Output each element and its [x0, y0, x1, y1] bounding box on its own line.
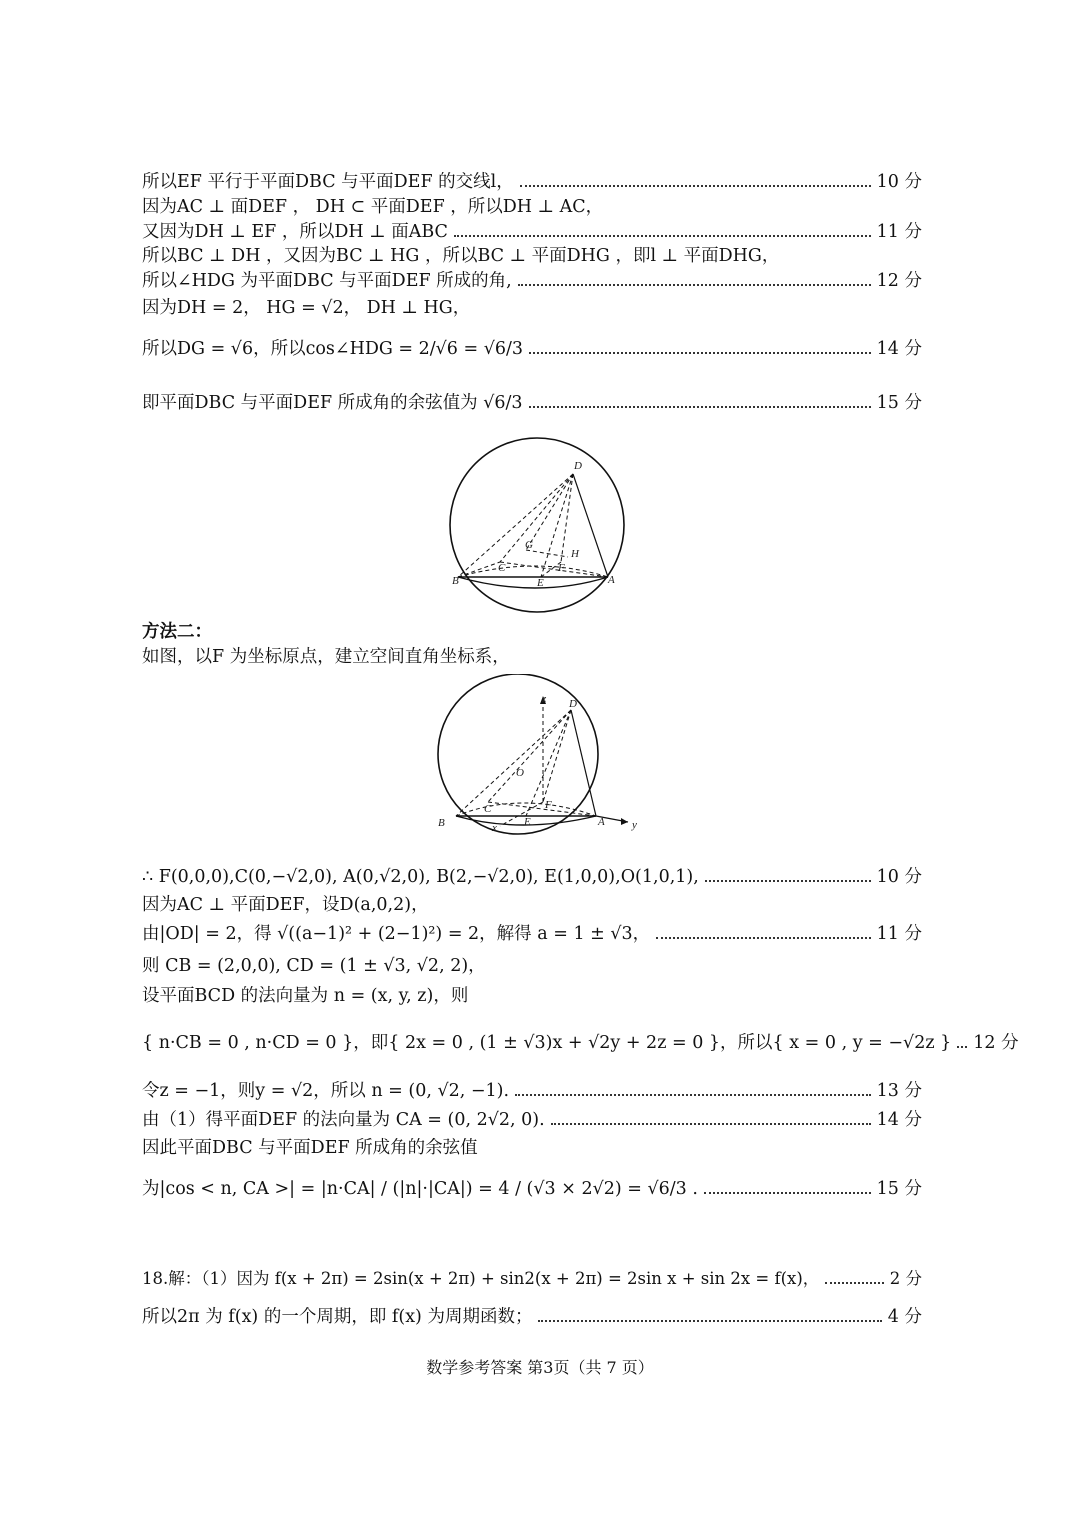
label-G: G	[525, 539, 533, 551]
line-20: 为|cos < n, CA >| = |n·CA| / (|n|·|CA|) = 4 / (√3 × 2√2) = √6/3 . 15 分	[142, 1179, 922, 1199]
line-4: 所以BC ⊥ DH ，又因为BC ⊥ HG ，所以BC ⊥ 平面DHG ，即l ⊥ 平面DHG，	[142, 246, 780, 266]
score: 12 分	[973, 1033, 1019, 1053]
label-A: A	[598, 816, 605, 828]
label-F: F	[545, 799, 552, 811]
segment-DB	[456, 710, 571, 816]
label-D: D	[569, 698, 577, 710]
score: 13 分	[876, 1081, 922, 1101]
label-z: z	[542, 693, 547, 705]
base-ellipse-front	[458, 577, 608, 588]
sphere-diagram-2	[430, 674, 645, 839]
segment-DC	[488, 710, 571, 802]
segment-DE	[541, 474, 573, 577]
base-ellipse-back	[458, 566, 608, 577]
segment-DB	[458, 474, 573, 577]
line-11: ∴ F(0,0,0),C(0,−√2,0), A(0,√2,0), B(2,−√2,0), E(1,0,0),O(1,0,1), 10 分	[142, 867, 922, 887]
score: 4 分	[887, 1307, 922, 1327]
line-3: 又因为DH ⊥ EF ，所以DH ⊥ 面ABC 11 分	[142, 222, 922, 242]
label-B: B	[438, 817, 445, 829]
segment-DG	[526, 474, 573, 550]
y-axis-arrow	[621, 818, 628, 825]
line-13: 由|OD| = 2，得 √((a−1)² + (2−1)²) = 2，解得 a = 1 ± √3， 11 分	[142, 924, 922, 944]
score: 11 分	[876, 924, 922, 944]
segment-DC	[500, 474, 573, 562]
label-E: E	[537, 577, 544, 589]
page-footer: 数学参考答案 第3页（共 7 页）	[426, 1358, 654, 1377]
score: 10 分	[876, 867, 922, 887]
line-8: 即平面DBC 与平面DEF 所成角的余弦值为 √6/3 15 分	[142, 393, 922, 413]
line-7: 所以DG = √6，所以cos∠HDG = 2/√6 = √6/3 14 分	[142, 339, 922, 359]
method-two-heading: 方法二：	[142, 622, 212, 642]
label-A: A	[608, 574, 615, 586]
label-x: x	[492, 822, 497, 834]
sphere-diagram-1	[448, 437, 628, 617]
line-17: 令z = −1，则y = √2，所以 n = (0, √2, −1). 13 分	[142, 1081, 922, 1101]
line-6: 因为DH = 2， HG = √2， DH ⊥ HG，	[142, 298, 471, 318]
segment-DA	[573, 474, 608, 577]
line-1: 所以EF 平行于平面DBC 与平面DEF 的交线l， 10 分	[142, 172, 922, 192]
label-y: y	[632, 819, 637, 831]
score: 12 分	[876, 271, 922, 291]
base-ellipse-back	[456, 803, 596, 816]
line-5: 所以∠HDG 为平面DBC 与平面DEF 所成的角, 12 分	[142, 271, 922, 291]
line-10: 如图，以F 为坐标原点，建立空间直角坐标系，	[142, 647, 510, 667]
line-14: 则 CB = (2,0,0), CD = (1 ± √3, √2, 2)，	[142, 956, 486, 976]
label-F: F	[558, 562, 565, 574]
score: 10 分	[876, 172, 922, 192]
line-12: 因为AC ⊥ 平面DEF，设D(a,0,2)，	[142, 895, 429, 915]
score: 15 分	[876, 393, 922, 413]
line-2: 因为AC ⊥ 面DEF ， DH ⊂ 平面DEF ，所以DH ⊥ AC，	[142, 197, 604, 217]
line-19: 因此平面DBC 与平面DEF 所成角的余弦值	[142, 1138, 478, 1158]
score: 2 分	[889, 1269, 922, 1288]
line-18: 由（1）得平面DEF 的法向量为 CA = (0, 2√2, 0). 14 分	[142, 1110, 922, 1130]
label-C: C	[484, 803, 492, 815]
score: 14 分	[876, 339, 922, 359]
line-22: 所以2π 为 f(x) 的一个周期，即 f(x) 为周期函数； 4 分	[142, 1307, 922, 1327]
score: 15 分	[876, 1179, 922, 1199]
label-B: B	[452, 575, 459, 587]
label-C: C	[498, 562, 506, 574]
label-E: E	[524, 816, 531, 828]
label-D: D	[574, 460, 582, 472]
line-15: 设平面BCD 的法向量为 n = (x, y, z)，则	[142, 986, 469, 1006]
x-axis	[500, 802, 543, 826]
segment-DF	[543, 710, 571, 802]
score: 14 分	[876, 1110, 922, 1130]
score: 11 分	[876, 222, 922, 242]
line-21: 18.解：（1）因为 f(x + 2π) = 2sin(x + 2π) + sin2(x + 2π) = 2sin x + sin 2x = f(x)， 2 分	[142, 1267, 922, 1291]
line-16: { n·CB = 0 , n·CD = 0 }，即{ 2x = 0 , (1 ± √3)x + √2y + 2z = 0 }，所以{ x = 0 , y = −√2z } 12 分	[142, 1033, 1019, 1053]
label-O: O	[516, 767, 524, 779]
segment-CA	[500, 562, 608, 577]
label-H: H	[571, 548, 579, 560]
